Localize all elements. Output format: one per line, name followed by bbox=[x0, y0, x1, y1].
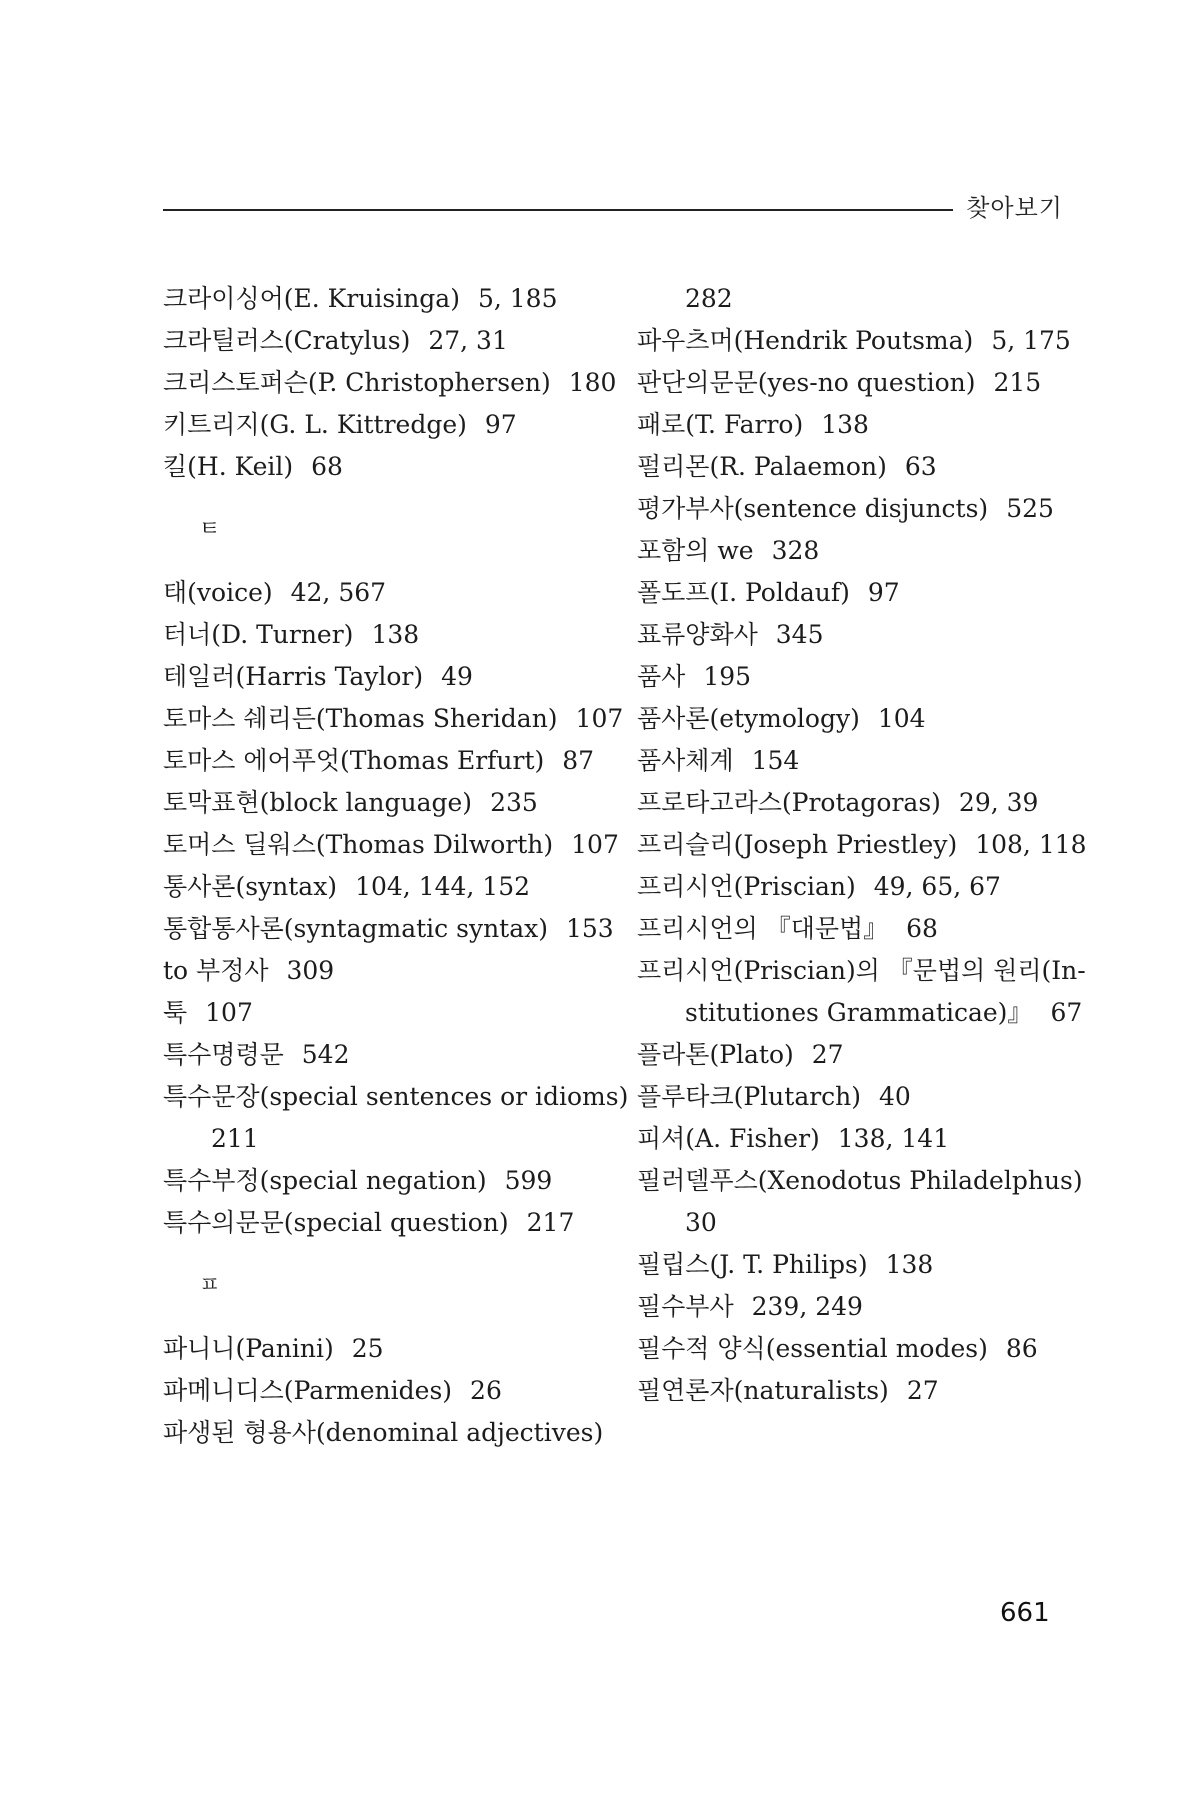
index-entry bbox=[637, 782, 1082, 824]
index-term: 파생된 형용사(denominal adjectives) bbox=[163, 1418, 604, 1447]
index-entry bbox=[163, 824, 619, 866]
index-term: 특수의문문(special question) bbox=[163, 1208, 509, 1237]
index-entry bbox=[163, 782, 613, 824]
index-entry bbox=[637, 1034, 1082, 1076]
index-page-refs: 138 bbox=[371, 620, 420, 649]
index-term: 플루타크(Plutarch) bbox=[637, 1082, 862, 1111]
index-term: 프리시언(Priscian) bbox=[637, 872, 856, 901]
index-entry-continuation bbox=[163, 1118, 613, 1160]
index-page-refs: 282 bbox=[685, 284, 733, 313]
index-column-right bbox=[637, 278, 1087, 1412]
index-page-refs: 67 bbox=[1050, 998, 1083, 1027]
index-term: 필수적 양식(essential modes) bbox=[637, 1334, 988, 1363]
index-term: 특수부정(special negation) bbox=[163, 1166, 487, 1195]
index-entry bbox=[163, 1034, 613, 1076]
index-term: 통합통사론(syntagmatic syntax) bbox=[163, 914, 548, 943]
index-entry bbox=[637, 824, 1087, 866]
index-page-refs: 97 bbox=[484, 410, 517, 439]
index-term: 필립스(J. T. Philips) bbox=[637, 1250, 868, 1279]
index-term: 통사론(syntax) bbox=[163, 872, 338, 901]
index-term: 플라톤(Plato) bbox=[637, 1040, 794, 1069]
index-page-refs: 5, 175 bbox=[991, 326, 1071, 355]
index-entry bbox=[163, 1202, 613, 1244]
header-title: 찾아보기 bbox=[966, 194, 1063, 222]
index-entry bbox=[163, 950, 613, 992]
index-entry-continuation bbox=[637, 278, 1082, 320]
index-entry bbox=[163, 698, 624, 740]
index-page-refs: 525 bbox=[1006, 494, 1054, 523]
index-term: 패로(T. Farro) bbox=[637, 410, 804, 439]
index-term: 프로타고라스(Protagoras) bbox=[637, 788, 941, 817]
index-page-refs: 180 bbox=[568, 368, 617, 397]
running-header bbox=[163, 188, 1063, 228]
index-entry bbox=[637, 1370, 1082, 1412]
index-entry-continuation bbox=[637, 992, 1082, 1034]
index-page-refs: 107 bbox=[571, 830, 619, 859]
index-page-refs: 328 bbox=[771, 536, 820, 565]
index-term: 프리시언(Priscian)의 『문법의 원리(In- bbox=[637, 956, 1086, 985]
index-entry bbox=[637, 530, 1082, 572]
index-entry bbox=[163, 278, 613, 320]
index-page-refs: 27 bbox=[906, 1376, 939, 1405]
index-entry bbox=[163, 572, 613, 614]
index-page-refs: 107 bbox=[575, 704, 624, 733]
index-entry bbox=[637, 404, 1082, 446]
index-page-refs: 235 bbox=[490, 788, 538, 817]
index-entry bbox=[637, 1118, 1082, 1160]
index-entry bbox=[637, 1076, 1082, 1118]
index-page-refs: 239, 249 bbox=[751, 1292, 863, 1321]
index-term: 품사 bbox=[637, 662, 686, 691]
index-page-refs: 29, 39 bbox=[958, 788, 1039, 817]
index-entry bbox=[637, 320, 1082, 362]
index-page-refs: 104 bbox=[877, 704, 926, 733]
index-page-refs: 49 bbox=[441, 662, 473, 691]
index-term: 테일러(Harris Taylor) bbox=[163, 662, 424, 691]
index-term: 피셔(A. Fisher) bbox=[637, 1124, 820, 1153]
index-entry bbox=[637, 698, 1082, 740]
index-page-refs: 68 bbox=[311, 452, 343, 481]
index-term: 크라틸러스(Cratylus) bbox=[163, 326, 411, 355]
index-term: 크라이싱어(E. Kruisinga) bbox=[163, 284, 460, 313]
index-term: 키트리지(G. L. Kittredge) bbox=[163, 410, 467, 439]
index-term: 태(voice) bbox=[163, 578, 273, 607]
index-page-refs: 211 bbox=[211, 1124, 259, 1153]
index-entry bbox=[163, 1412, 613, 1454]
index-term: 프리시언의 『대문법』 bbox=[637, 914, 889, 943]
index-page-refs: 215 bbox=[993, 368, 1042, 397]
index-page-refs: 195 bbox=[703, 662, 752, 691]
index-entry bbox=[637, 614, 1082, 656]
index-entry bbox=[163, 1370, 613, 1412]
index-page-refs: 40 bbox=[879, 1082, 911, 1111]
index-page-refs: 345 bbox=[775, 620, 824, 649]
index-entry bbox=[637, 1244, 1082, 1286]
index-term: 크리스토퍼슨(P. Christophersen) bbox=[163, 368, 551, 397]
index-term: 특수문장(special sentences or idioms) bbox=[163, 1082, 629, 1111]
index-term: 품사론(etymology) bbox=[637, 704, 860, 733]
index-page-refs: 26 bbox=[470, 1376, 502, 1405]
index-page-refs: 5, 185 bbox=[477, 284, 558, 313]
index-column-left bbox=[163, 278, 629, 1454]
index-entry bbox=[163, 1160, 613, 1202]
index-section-heading: ㅍ bbox=[199, 1273, 221, 1298]
index-page-refs: 107 bbox=[205, 998, 253, 1027]
index-term: 파니니(Panini) bbox=[163, 1334, 334, 1363]
index-entry bbox=[163, 404, 613, 446]
index-page-refs: 25 bbox=[351, 1334, 384, 1363]
page-number: 661 bbox=[1000, 1598, 1050, 1628]
index-entry bbox=[163, 908, 613, 950]
index-entry bbox=[163, 614, 613, 656]
index-term: 파우츠머(Hendrik Poutsma) bbox=[637, 326, 974, 355]
index-term: to 부정사 bbox=[163, 956, 269, 985]
index-term: 필수부사 bbox=[637, 1292, 734, 1321]
index-term: 품사체계 bbox=[637, 746, 734, 775]
index-page-refs: 49, 65, 67 bbox=[873, 872, 1001, 901]
index-page-refs: 87 bbox=[562, 746, 595, 775]
index-page-refs: 599 bbox=[504, 1166, 553, 1195]
index-page-refs: 63 bbox=[904, 452, 937, 481]
index-term: 판단의문문(yes-no question) bbox=[637, 368, 976, 397]
index-entry bbox=[163, 740, 613, 782]
index-page-refs: 86 bbox=[1005, 1334, 1038, 1363]
index-entry bbox=[637, 866, 1082, 908]
index-page-refs: 138 bbox=[821, 410, 869, 439]
index-page-refs: 97 bbox=[867, 578, 900, 607]
index-page-refs: 138 bbox=[885, 1250, 934, 1279]
index-page-refs: 309 bbox=[286, 956, 335, 985]
index-entry bbox=[637, 1160, 1082, 1202]
index-entry bbox=[637, 1286, 1082, 1328]
index-term: stitutiones Grammaticae)』 bbox=[685, 998, 1033, 1027]
index-entry bbox=[163, 362, 617, 404]
index-page-refs: 154 bbox=[751, 746, 800, 775]
index-term: 토막표현(block language) bbox=[163, 788, 473, 817]
index-term: 툭 bbox=[163, 998, 188, 1027]
index-section-heading: ㅌ bbox=[199, 517, 221, 542]
index-entry bbox=[637, 446, 1082, 488]
index-entry bbox=[163, 1076, 629, 1118]
index-term: 포함의 we bbox=[637, 536, 754, 565]
index-term: 펄리몬(R. Palaemon) bbox=[637, 452, 887, 481]
index-entry bbox=[637, 656, 1082, 698]
index-entry-continuation bbox=[637, 1202, 1082, 1244]
index-entry bbox=[637, 572, 1082, 614]
index-entry bbox=[637, 1328, 1082, 1370]
index-entry bbox=[637, 908, 1082, 950]
index-term: 표류양화사 bbox=[637, 620, 758, 649]
index-entry bbox=[163, 320, 613, 362]
index-page-refs: 542 bbox=[301, 1040, 350, 1069]
index-term: 토머스 딜워스(Thomas Dilworth) bbox=[163, 830, 554, 859]
index-term: 특수명령문 bbox=[163, 1040, 284, 1069]
index-term: 토마스 에어푸엇(Thomas Erfurt) bbox=[163, 746, 545, 775]
index-term: 폴도프(I. Poldauf) bbox=[637, 578, 850, 607]
index-entry bbox=[637, 488, 1082, 530]
index-page-refs: 104, 144, 152 bbox=[355, 872, 531, 901]
index-page-refs: 27 bbox=[811, 1040, 844, 1069]
index-term: 터너(D. Turner) bbox=[163, 620, 354, 649]
index-term: 필러델푸스(Xenodotus Philadelphus) bbox=[637, 1166, 1083, 1195]
index-entry bbox=[163, 992, 613, 1034]
index-entry bbox=[637, 950, 1086, 992]
index-entry bbox=[163, 1328, 613, 1370]
index-term: 프리슬리(Joseph Priestley) bbox=[637, 830, 958, 859]
index-term: 평가부사(sentence disjuncts) bbox=[637, 494, 989, 523]
index-entry bbox=[163, 656, 613, 698]
index-page-refs: 42, 567 bbox=[290, 578, 387, 607]
index-page-refs: 68 bbox=[906, 914, 938, 943]
index-page-refs: 217 bbox=[526, 1208, 575, 1237]
index-page-refs: 108, 118 bbox=[975, 830, 1087, 859]
index-term: 토마스 쉐리든(Thomas Sheridan) bbox=[163, 704, 558, 733]
index-page-refs: 153 bbox=[565, 914, 614, 943]
index-entry bbox=[637, 740, 1082, 782]
index-entry bbox=[163, 446, 613, 488]
index-term: 파메니디스(Parmenides) bbox=[163, 1376, 453, 1405]
index-term: 킬(H. Keil) bbox=[163, 452, 294, 481]
index-term: 필연론자(naturalists) bbox=[637, 1376, 889, 1405]
index-page-refs: 138, 141 bbox=[837, 1124, 950, 1153]
index-page-refs: 30 bbox=[685, 1208, 717, 1237]
header-rule bbox=[163, 209, 953, 211]
index-page-refs: 27, 31 bbox=[428, 326, 508, 355]
index-entry bbox=[637, 362, 1082, 404]
index-entry bbox=[163, 866, 613, 908]
